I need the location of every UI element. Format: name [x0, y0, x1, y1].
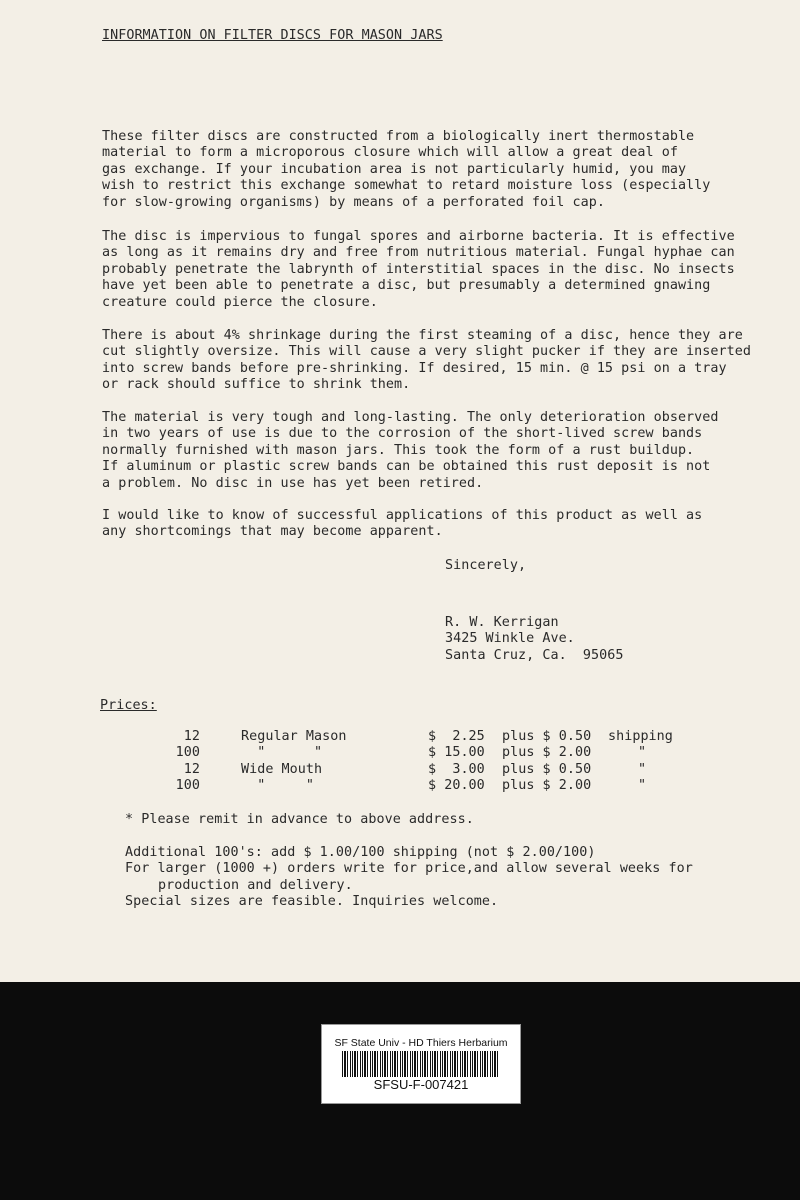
price-table	[0, 729, 800, 795]
ordering-notes	[125, 845, 693, 911]
price-shipping: plus $ 2.00	[502, 745, 592, 761]
note-line: Special sizes are feasible. Inquiries welcome.	[125, 894, 499, 910]
text-line: probably penetrate the labrynth of interstitial spaces in the disc. No insects	[102, 261, 735, 277]
price-shipping: plus $ 0.50	[502, 729, 592, 744]
price-amount: $ 3.00	[428, 761, 485, 777]
sender-address	[445, 615, 623, 664]
herbarium-barcode-label	[321, 1024, 521, 1104]
text-line: I would like to know of successful applications of this product as well as	[102, 508, 703, 523]
barcode-icon	[342, 1051, 500, 1077]
paragraph-4	[102, 410, 762, 492]
price-description: Regular Mason	[241, 729, 347, 744]
price-quantity: 100	[175, 778, 200, 794]
remit-note: * Please remit in advance to above address.	[125, 812, 474, 827]
price-row	[0, 762, 800, 778]
price-shipping: plus $ 0.50	[502, 761, 592, 777]
text-line: The material is very tough and long-lasting. The only deterioration observed	[102, 410, 719, 425]
paragraph-1	[102, 129, 762, 211]
address-street: 3425 Winkle Ave.	[445, 631, 575, 647]
specimen-code: SFSU-F-007421	[373, 1077, 469, 1092]
institution-name: SF State Univ - HD Thiers Herbarium	[334, 1037, 508, 1049]
price-quantity: 12	[183, 729, 200, 744]
price-description: " "	[241, 745, 323, 761]
paragraph-2	[102, 229, 762, 311]
closing-salutation: Sincerely,	[445, 558, 527, 573]
text-line: or rack should suffice to shrink them.	[102, 377, 411, 393]
ditto-mark: "	[638, 745, 647, 761]
price-quantity: 12	[183, 761, 200, 777]
price-amount: $ 20.00	[428, 778, 485, 794]
text-line: any shortcomings that may become apparent.	[102, 524, 443, 540]
text-line: If aluminum or plastic screw bands can be obtained this rust deposit is not	[102, 459, 711, 475]
text-line: creature could pierce the closure.	[102, 294, 378, 310]
text-line: gas exchange. If your incubation area is not particularly humid, you may	[102, 161, 687, 177]
text-line: for slow-growing organisms) by means of a perforated foil cap.	[102, 194, 605, 210]
text-line: a problem. No disc in use has yet been retired.	[102, 475, 484, 491]
note-line: Additional 100's: add $ 1.00/100 shipping (not $ 2.00/100)	[125, 845, 596, 860]
text-line: There is about 4% shrinkage during the first steaming of a disc, hence they are	[102, 328, 743, 343]
text-line: cut slightly oversize. This will cause a very slight pucker if they are inserted	[102, 344, 751, 360]
text-line: wish to restrict this exchange somewhat to retard moisture loss (especially	[102, 178, 711, 194]
note-line: For larger (1000 +) orders write for price,and allow several weeks for	[125, 861, 693, 877]
price-shipping: plus $ 2.00	[502, 778, 592, 794]
note-line: production and delivery.	[158, 877, 353, 893]
address-name: R. W. Kerrigan	[445, 615, 559, 630]
prices-heading: Prices:	[100, 698, 157, 713]
text-line: The disc is impervious to fungal spores and airborne bacteria. It is effective	[102, 229, 735, 244]
price-description: " "	[241, 778, 315, 794]
text-line: in two years of use is due to the corrosion of the short-lived screw bands	[102, 426, 703, 442]
address-city: Santa Cruz, Ca. 95065	[445, 647, 624, 663]
text-line: normally furnished with mason jars. This took the form of a rust buildup.	[102, 442, 695, 458]
text-line: have yet been able to penetrate a disc, but presumably a determined gnawing	[102, 278, 711, 294]
price-description: Wide Mouth	[241, 761, 323, 777]
text-line: as long as it remains dry and free from nutritious material. Fungal hyphae can	[102, 245, 735, 261]
document-title: INFORMATION ON FILTER DISCS FOR MASON JARS	[102, 28, 443, 43]
text-line: material to form a microporous closure which will allow a great deal of	[102, 145, 678, 161]
price-amount: $ 15.00	[428, 745, 485, 761]
paragraph-3	[102, 328, 762, 394]
price-amount: $ 2.25	[428, 729, 485, 744]
price-note: shipping	[608, 729, 673, 744]
price-row	[0, 778, 800, 794]
ditto-mark: "	[638, 778, 647, 794]
price-row	[0, 745, 800, 761]
ditto-mark: "	[638, 761, 647, 777]
price-quantity: 100	[175, 745, 200, 761]
paragraph-5	[102, 508, 762, 541]
text-line: These filter discs are constructed from a biologically inert thermostable	[102, 129, 695, 144]
price-row	[0, 729, 800, 745]
text-line: into screw bands before pre-shrinking. If desired, 15 min. @ 15 psi on a tray	[102, 360, 727, 376]
